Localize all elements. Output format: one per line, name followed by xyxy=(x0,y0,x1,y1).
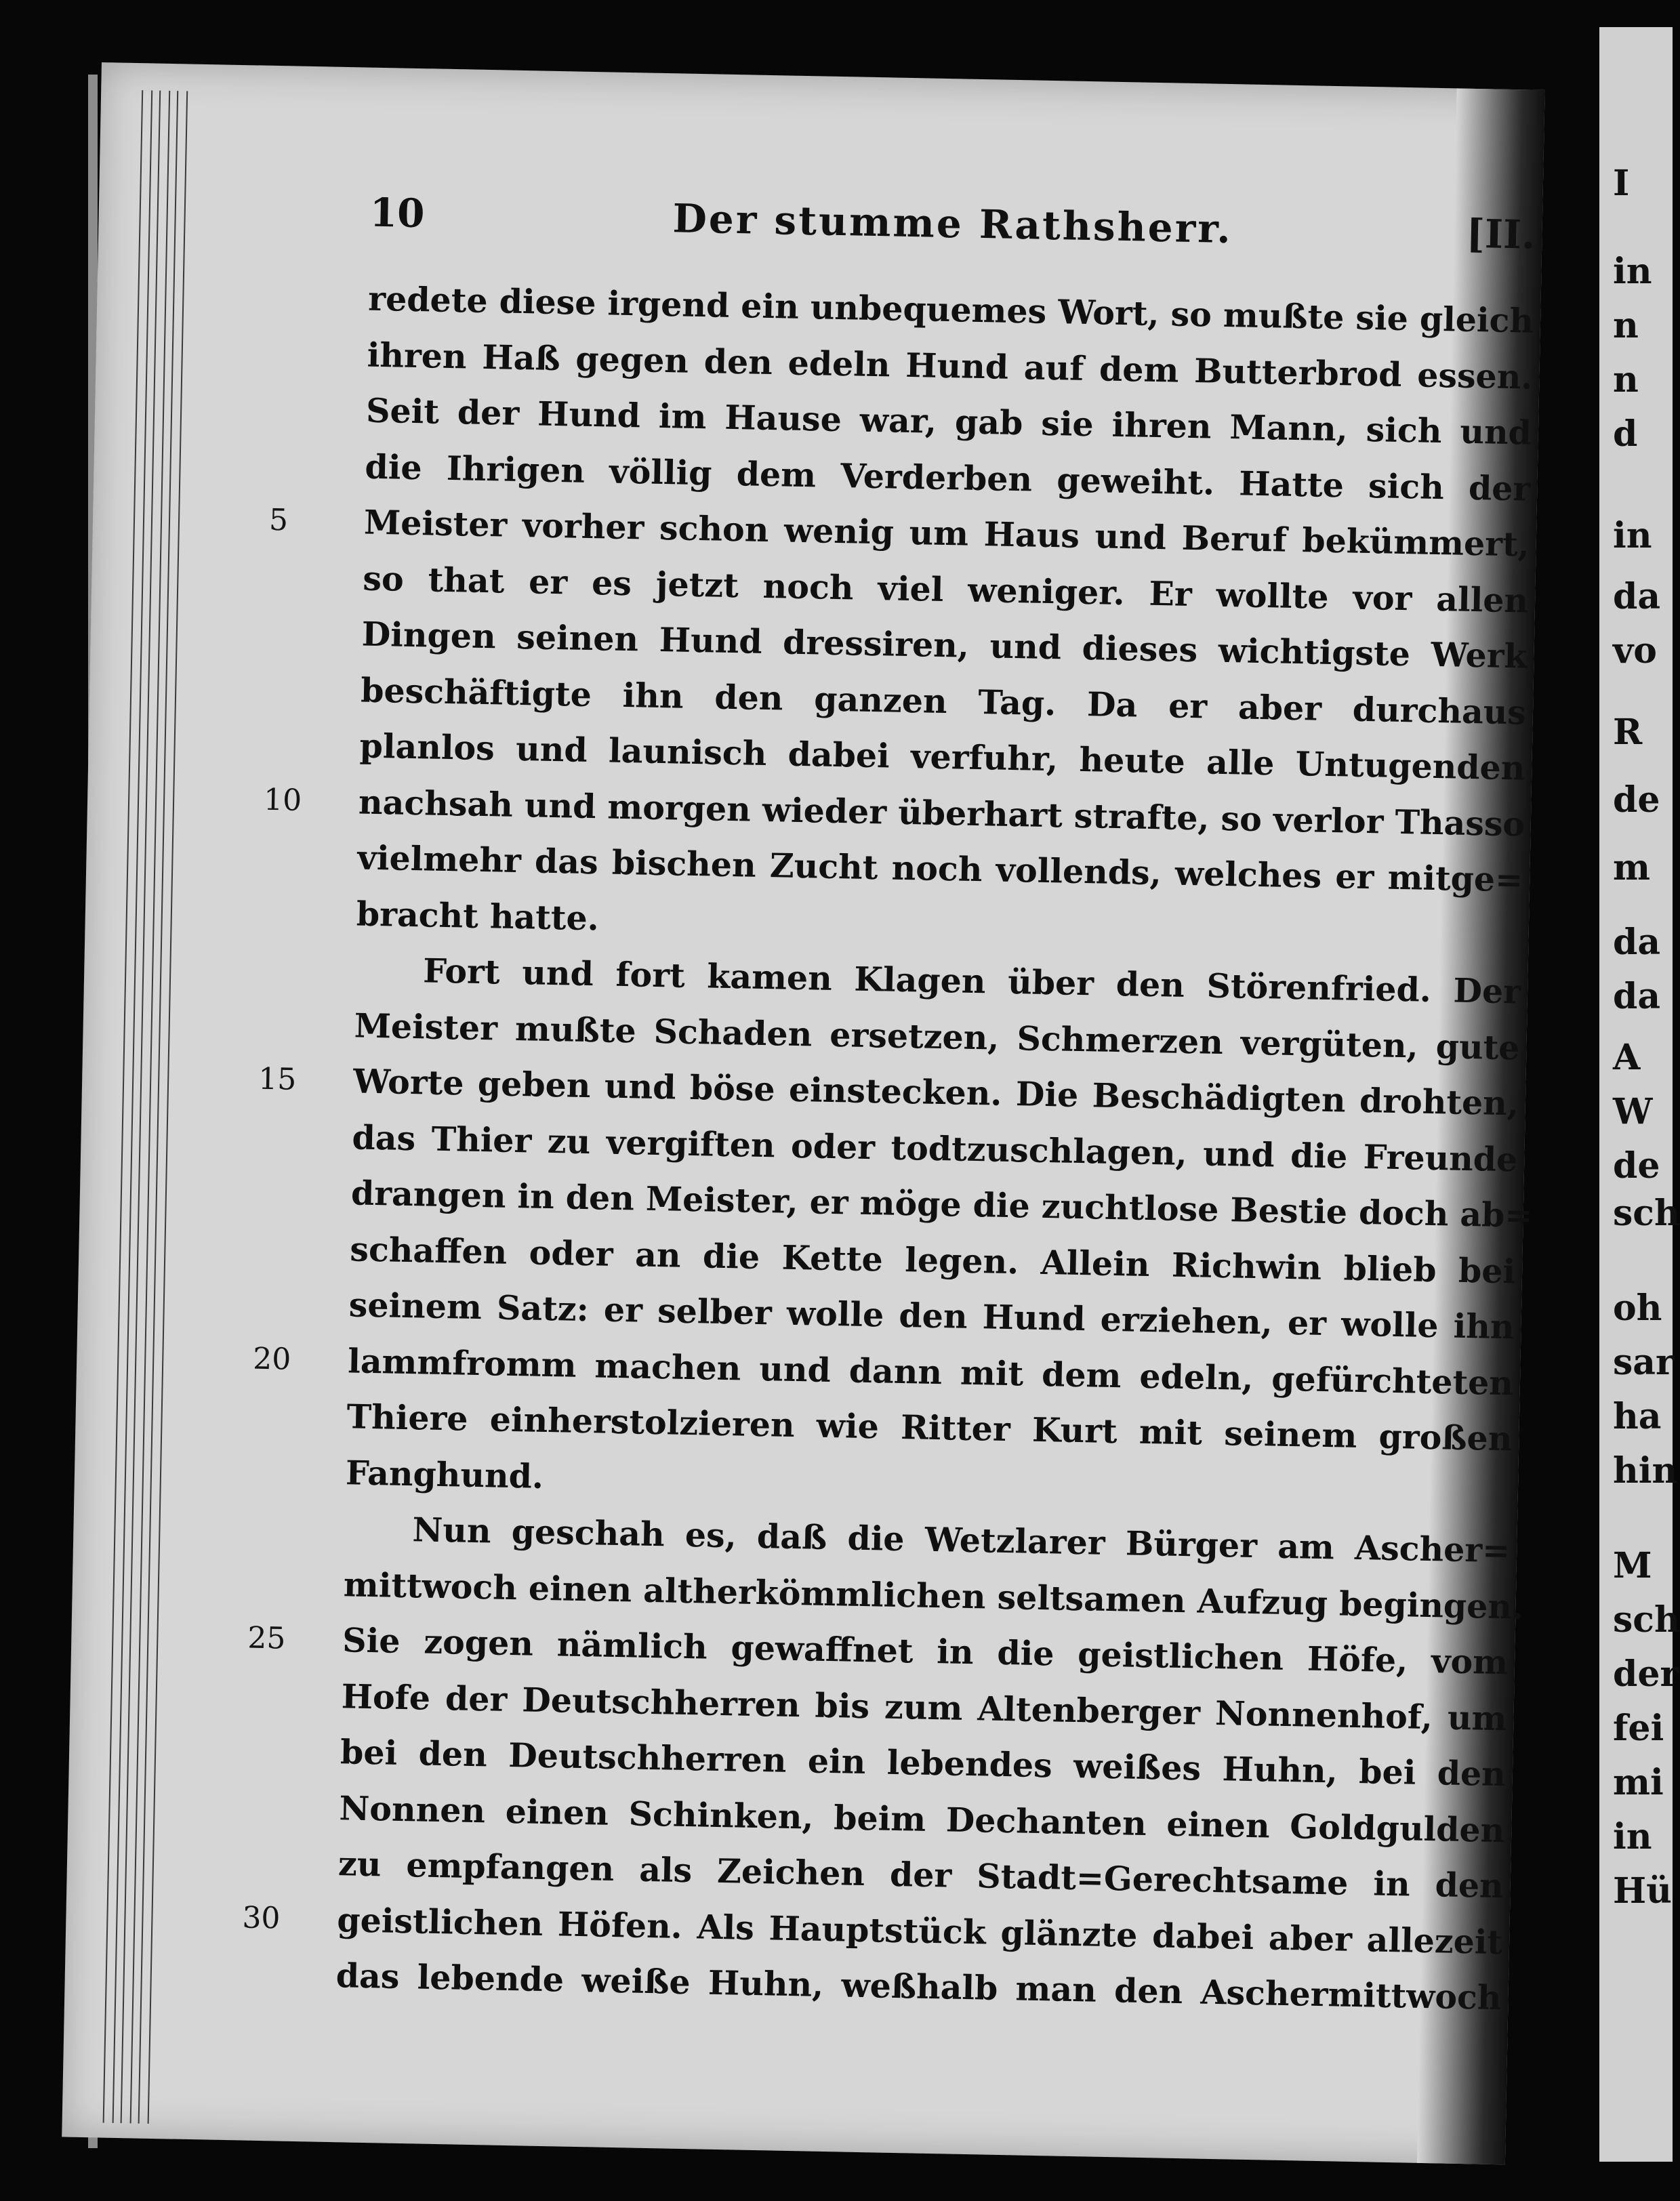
line-number: 10 xyxy=(263,782,302,818)
line-text: Nonnen einen Schinken, beim Dechanten einen Goldgulden xyxy=(339,1788,1505,1850)
line-text: nachsah und morgen wieder überhart strafte, so verlor Thasso xyxy=(358,781,1525,844)
running-title: Der stumme Rathsherr. xyxy=(672,195,1233,253)
line-number: 5 xyxy=(268,502,289,538)
line-text: bracht hatte. xyxy=(356,893,600,938)
line-text: das lebende weiße Huhn, weßhalb man den Aschermittwoch xyxy=(335,1956,1502,2018)
book-page xyxy=(62,62,1544,2164)
facing-text-fragment: ha xyxy=(1613,1396,1662,1437)
running-header xyxy=(369,190,1536,280)
facing-text-fragment: m xyxy=(1613,847,1651,888)
line-text: lammfromm machen und dann mit dem edeln, gefürchteten xyxy=(347,1340,1514,1403)
facing-text-fragment: der xyxy=(1613,1653,1679,1695)
line-text: das Thier zu vergiften oder todtzuschlagen, und die Freunde xyxy=(352,1117,1518,1179)
page-number: 10 xyxy=(369,189,426,237)
facing-page-fragment xyxy=(1599,27,1680,2162)
line-text: bei den Deutschherren ein lebendes weißes Huhn, bei den xyxy=(340,1732,1507,1794)
facing-text-fragment: A xyxy=(1613,1037,1641,1078)
facing-text-fragment: sch xyxy=(1613,1599,1680,1641)
facing-text-fragment: n xyxy=(1613,305,1639,346)
facing-text-fragment: da xyxy=(1613,922,1661,963)
facing-text-fragment: n xyxy=(1613,359,1639,400)
facing-text-fragment: in xyxy=(1613,515,1652,556)
line-text: Seit der Hund im Hause war, gab sie ihren Mann, sich und xyxy=(365,390,1532,453)
facing-text-fragment: d xyxy=(1613,413,1638,455)
line-text: vielmehr das bischen Zucht noch vollends, welches er mitge= xyxy=(356,838,1523,900)
facing-text-fragment: R xyxy=(1613,712,1643,753)
facing-text-fragment: de xyxy=(1613,1145,1660,1187)
page-stack-edges xyxy=(103,90,251,2125)
line-text: Fanghund. xyxy=(345,1452,544,1496)
body-text xyxy=(241,271,1534,2026)
line-text: beschäftigte ihn den ganzen Tag. Da er aber durchaus xyxy=(360,670,1527,733)
facing-text-fragment: de xyxy=(1613,779,1660,821)
line-text: Nun geschah es, daß die Wetzlarer Bürger am Ascher= xyxy=(411,1510,1511,1571)
facing-text-fragment: sar xyxy=(1613,1342,1675,1383)
line-text: Meister mußte Schaden ersetzen, Schmerzen vergüten, gute xyxy=(354,1005,1521,1067)
line-text: ihren Haß gegen den edeln Hund auf dem Butterbrod essen. xyxy=(367,335,1534,397)
line-text: Fort und fort kamen Klagen über den Störenfried. Der xyxy=(422,951,1521,1012)
facing-text-fragment: vo xyxy=(1613,630,1657,672)
line-number: 20 xyxy=(252,1341,291,1377)
facing-text-fragment: W xyxy=(1613,1091,1653,1132)
facing-text-fragment: hin xyxy=(1613,1450,1678,1492)
line-text: geistlichen Höfen. Als Hauptstück glänzte dabei aber allezeit xyxy=(336,1899,1503,1962)
line-text: Sie zogen nämlich gewaffnet in die geistlichen Höfe, vom xyxy=(342,1620,1509,1683)
line-number: 25 xyxy=(247,1620,286,1656)
facing-text-fragment: I xyxy=(1613,163,1630,204)
line-text: mittwoch einen altherkömmlichen seltsamen Aufzug begingen. xyxy=(343,1564,1524,1627)
facing-text-fragment: mi xyxy=(1613,1762,1664,1803)
line-text: Dingen seinen Hund dressiren, und dieses wichtigste Werk xyxy=(361,614,1528,676)
facing-text-fragment: sch xyxy=(1613,1193,1680,1234)
facing-text-fragment: fei xyxy=(1613,1708,1664,1749)
line-text: Worte geben und böse einstecken. Die Beschädigten drohten, xyxy=(352,1061,1519,1124)
line-text: Thiere einherstolzieren wie Ritter Kurt mit seinem großen xyxy=(346,1397,1513,1459)
line-text: seinem Satz: er selber wolle den Hund erziehen, er wolle ihn xyxy=(348,1285,1515,1347)
line-text: drangen in den Meister, er möge die zuchtlose Bestie doch ab= xyxy=(350,1173,1534,1235)
section-mark: [II. xyxy=(1465,210,1536,258)
line-number: 15 xyxy=(258,1061,297,1097)
line-text: so that er es jetzt noch viel weniger. Er wollte vor allen xyxy=(362,558,1529,621)
facing-text-fragment: in xyxy=(1613,1816,1652,1857)
line-text: redete diese irgend ein unbequemes Wort, so mußte sie gleich xyxy=(367,279,1534,341)
facing-text-fragment: da xyxy=(1613,576,1661,617)
line-text: Hofe der Deutschherren bis zum Altenberger Nonnenhof, um xyxy=(341,1676,1508,1738)
line-number: 30 xyxy=(241,1899,281,1936)
line-text: planlos und launisch dabei verfuhr, heute alle Untugenden xyxy=(359,726,1525,788)
facing-text-fragment: in xyxy=(1613,251,1652,292)
facing-text-fragment: oh xyxy=(1613,1288,1662,1329)
facing-text-fragment: da xyxy=(1613,976,1661,1017)
line-text: Meister vorher schon wenig um Haus und Beruf bekümmert, xyxy=(363,502,1530,564)
line-text: die Ihrigen völlig dem Verderben geweiht. Hatte sich der xyxy=(365,447,1531,509)
line-text: zu empfangen als Zeichen der Stadt=Gerechtsame in den xyxy=(337,1844,1504,1906)
facing-text-fragment: M xyxy=(1613,1545,1652,1586)
line-text: schaffen oder an die Kette legen. Allein Richwin blieb bei xyxy=(349,1229,1516,1291)
facing-text-fragment: Hü xyxy=(1613,1870,1672,1912)
